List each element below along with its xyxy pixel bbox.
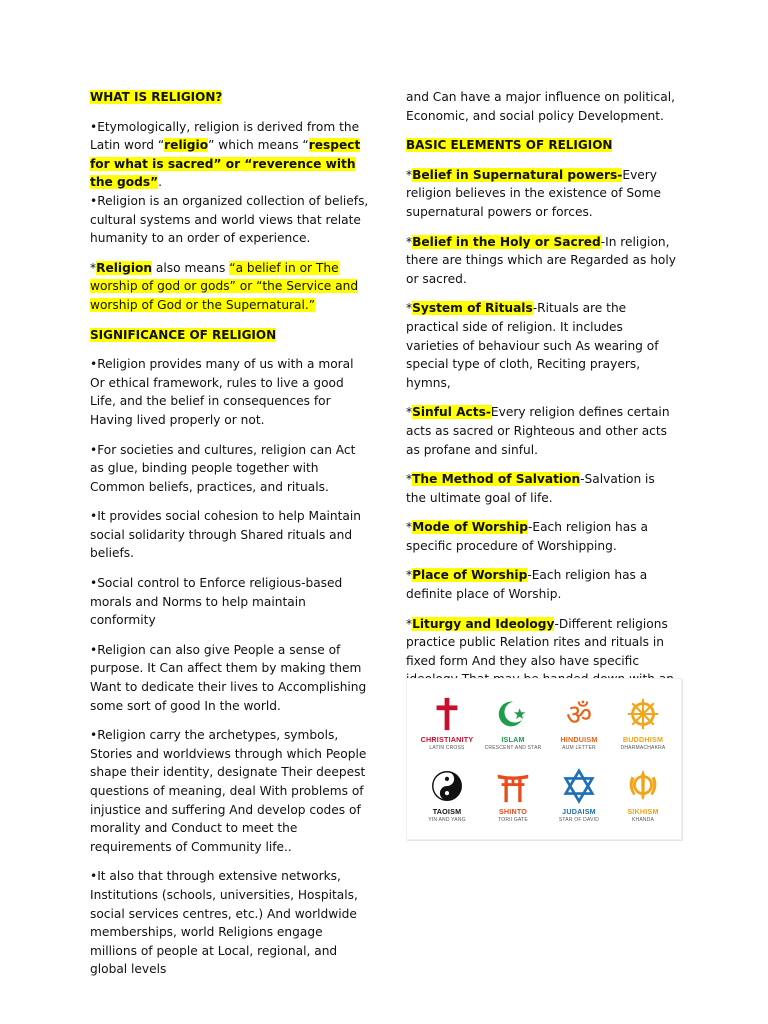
latin-cross-icon xyxy=(428,695,466,733)
significance-paragraph: •It provides social cohesion to help Maintain social solidarity through Shared rituals and beliefs. xyxy=(90,509,361,561)
symbol-buddhism: BUDDHISM DHARMACHAKRA xyxy=(611,695,675,751)
definition-paragraph: •Religion is an organized collection of beliefs, cultural systems and world views that relate humanity to an order of experience. xyxy=(90,193,369,246)
svg-text:ॐ: ॐ xyxy=(566,698,592,732)
significance-paragraph: •It also that through extensive networks, Institutions (schools, universities, Hospitals, social services centres, etc.) And worldwide memberships, world Religions engage millions of people at Local, regional, and global levels xyxy=(90,869,358,977)
religion-meaning-paragraph: *Religion also means “a belief in or The worship of god or gods” or “the Service and worship of God or the Supernatural.” xyxy=(90,260,359,312)
dharmachakra-icon xyxy=(624,695,662,733)
symbol-taoism: TAOISM YIN AND YANG xyxy=(415,767,479,823)
element-item: *Place of Worship-Each religion has a definite place of Worship. xyxy=(406,568,648,602)
significance-paragraph: •Religion provides many of us with a moral Or ethical framework, rules to live a good Life, and the belief in consequences for Having lived properly or not. xyxy=(90,357,354,427)
symbol-judaism: JUDAISM STAR OF DAVID xyxy=(547,767,611,823)
significance-paragraph: •Religion carry the archetypes, symbols, Stories and worldviews through which People shape their identity, designate Their deepest questions of meaning, deal With problems of injustice and suffering And develop codes of morality and Conduct to meet the requirements of Community life.. xyxy=(90,728,367,854)
what-is-religion-heading: WHAT IS RELIGION? xyxy=(90,90,223,104)
yin-yang-icon xyxy=(428,767,466,805)
basic-elements-heading: BASIC ELEMENTS OF RELIGION xyxy=(406,138,613,153)
continued-paragraph: and Can have a major influence on political, Economic, and social policy Development. xyxy=(406,90,675,123)
significance-heading: SIGNIFICANCE OF RELIGION xyxy=(90,327,277,342)
khanda-icon xyxy=(624,767,662,805)
element-item: *The Method of Salvation-Salvation is the ultimate goal of life. xyxy=(406,472,655,505)
torii-gate-icon xyxy=(494,767,532,805)
etymology-paragraph: •Etymologically, religion is derived from the Latin word “religio” which means “respect for what is sacred” or “reverence with the gods”. xyxy=(90,119,361,190)
symbol-shinto: SHINTO TORII GATE xyxy=(481,767,545,823)
element-item: *Belief in Supernatural powers-Every religion believes in the existence of Some supernatural powers or forces. xyxy=(406,167,661,219)
aum-icon xyxy=(560,695,598,733)
symbol-islam: ISLAM CRESCENT AND STAR xyxy=(481,695,545,751)
significance-paragraph: •Social control to Enforce religious-based morals and Norms to help maintain conformity xyxy=(90,576,343,628)
crescent-star-icon xyxy=(494,695,532,733)
element-item: *System of Rituals-Rituals are the practical side of religion. It includes varieties of behaviour such As wearing of special type of cloth, Reciting prayers, hymns, xyxy=(406,301,659,390)
symbol-christianity: CHRISTIANITY LATIN CROSS xyxy=(415,695,479,751)
element-item: *Mode of Worship-Each religion has a specific procedure of Worshipping. xyxy=(406,520,648,553)
significance-paragraph: •For societies and cultures, religion can Act as glue, binding people together with Common beliefs, practices, and rituals. xyxy=(90,442,356,494)
basic-elements-list xyxy=(406,166,678,708)
star-of-david-icon xyxy=(560,767,598,805)
element-item: *Belief in the Holy or Sacred-In religion, there are things which are Regarded as holy or sacred. xyxy=(406,234,676,286)
symbol-hinduism: ॐ HINDUISM AUM LETTER xyxy=(547,695,611,751)
symbol-sikhism: SIKHISM KHANDA xyxy=(611,767,675,823)
element-item: *Liturgy and Ideology-Different religions practice public Relation rites and rituals in fixed form And they also have specific xyxy=(406,616,668,668)
left-column xyxy=(90,88,370,990)
right-column xyxy=(406,88,678,719)
significance-paragraph: •Religion can also give People a sense of purpose. It Can affect them by making them Want to dedicate their lives to Accomplishing some sort of good In the world. xyxy=(90,642,367,713)
element-item: *Sinful Acts-Every religion defines certain acts as sacred or Righteous and other acts as profane and sinful. xyxy=(406,405,670,457)
religion-symbols-image xyxy=(406,678,682,840)
